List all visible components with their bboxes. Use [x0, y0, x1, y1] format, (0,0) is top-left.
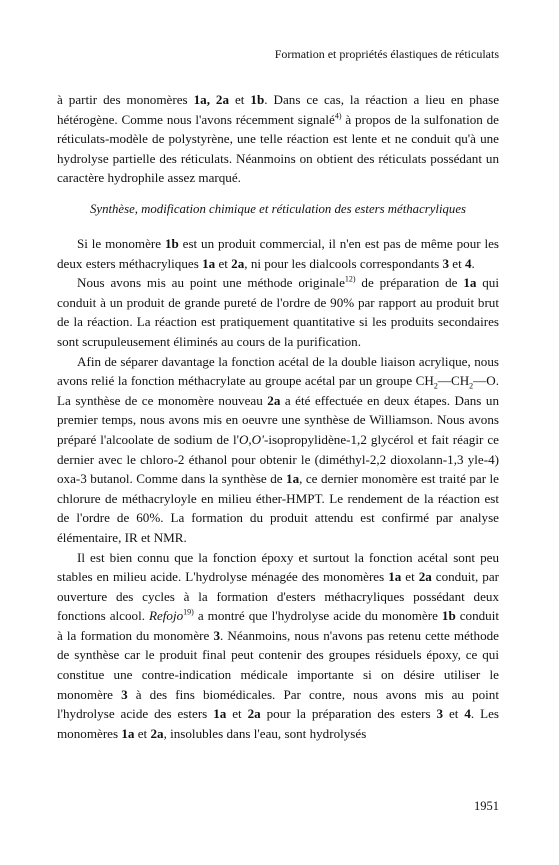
page-number: 1951	[474, 799, 499, 813]
compound-number: 1a	[463, 275, 477, 291]
text-run: .	[471, 255, 475, 271]
text-run: est un produit commercial, il n'en est pas de même pour les deux esters méthacryliques	[57, 236, 499, 271]
italic-text: O,O'	[238, 431, 264, 447]
paragraph	[57, 234, 499, 273]
text-run: et	[215, 255, 232, 271]
compound-number: 1b	[441, 608, 456, 624]
text-run: , ni pour les dialcools correspondants	[244, 255, 443, 271]
compound-number: 4	[465, 255, 472, 271]
compound-number: 1a	[121, 725, 135, 741]
text-run: et	[401, 569, 419, 585]
reference-superscript: 4)	[334, 111, 342, 121]
compound-number: 2a	[231, 255, 245, 271]
compound-number: 1a, 2a	[193, 92, 230, 107]
text-run: -isopropylidène-1,2 glycérol et fait réagir ce dernier avec le chloro-2 éthanol pour obtenir le (diméthyl-2,2 dioxolann-1,3 yle-4) oxa-3 butanol. Comme dans la synthèse de	[57, 431, 499, 487]
text-run: à partir des monomères	[57, 92, 194, 107]
text-run: a été effectuée en deux étapes. Dans un premier temps, nous avons mis en oeuvre une synthèse de Williamson. Nous avons préparé l'alcoolate de sodium de l'	[57, 392, 499, 447]
text-run: Il est bien connu que la fonction époxy et surtout la fonction acétal sont peu stables en milieu acide. L'hydrolyse ménagée des monomères	[57, 549, 499, 585]
text-run: , ce dernier monomère est traité par le chlorure de méthacryloyle en milieu éther-HMPT. Le rendement de la réaction est de l'ordre de 60%. La formation du produit attendu est confirmé par analyse élémentaire, IR et NMR.	[57, 471, 499, 545]
italic-text: Refojo	[148, 608, 184, 624]
text-run: conduit, par ouverture des cycles à la formation d'esters méthacryliques possédant deux fonctions alcool.	[57, 569, 499, 624]
text-run: et	[134, 725, 151, 741]
text-run: , insolubles dans l'eau, sont hydrolysés	[163, 725, 367, 741]
text-run: Afin de séparer davantage la fonction acétal de la double liaison acrylique, nous avons relié la fonction méthacrylate au groupe acétal par un groupe CH	[57, 353, 499, 389]
text-run: à propos de la sulfonation de réticulats-modèle de polystyrène, une telle réaction est lente et ne conduit qu'à une hydrolyse partielle des réticulats. Néanmoins on obtient des réticulats possédant un caractère hydrophile assez marqué.	[57, 111, 499, 186]
text-run: a montré que l'hydrolyse acide du monomère	[193, 608, 442, 624]
paragraph	[57, 352, 499, 548]
text-run: conduit à la formation du monomère	[57, 608, 499, 643]
text-run: et	[443, 706, 465, 722]
section-heading: Synthèse, modification chimique et réticulation des esters méthacryliques	[89, 202, 466, 216]
reference-superscript: 12)	[344, 274, 356, 284]
subscript: 2	[433, 381, 438, 391]
compound-number: 2a	[418, 569, 432, 585]
text-run: et	[449, 255, 465, 271]
text-run: Nous avons mis au point une méthode originale	[77, 275, 345, 291]
reference-superscript: 19)	[183, 607, 194, 617]
compound-number: 1b	[250, 92, 265, 107]
text-run: de préparation de	[355, 275, 464, 291]
text-run: —CH	[437, 373, 470, 389]
running-head: Formation et propriétés élastiques de réticulats	[274, 47, 499, 61]
compound-number: 3	[213, 627, 220, 643]
text-run: —O. La synthèse de ce monomère nouveau	[57, 373, 499, 408]
compound-number: 2a	[247, 706, 261, 722]
subscript: 2	[469, 381, 474, 391]
compound-number: 2a	[150, 725, 164, 741]
text-run: . Dans ce cas, la réaction a lieu en phase hétérogène. Comme nous l'avons récemment signalé	[57, 92, 500, 127]
compound-number: 1a	[286, 471, 300, 487]
main-text-block	[57, 234, 499, 743]
compound-number: 1b	[164, 236, 179, 251]
text-run: . Les monomères	[57, 706, 500, 741]
text-run: pour la préparation des esters	[260, 706, 437, 722]
text-run: et	[226, 706, 248, 722]
text-run: Si le monomère	[77, 236, 165, 251]
text-run: à des fins biomédicales. Par contre, nous avons mis au point l'hydrolyse acide des esters	[57, 686, 499, 722]
compound-number: 1a	[202, 255, 216, 271]
compound-number: 3	[442, 255, 449, 271]
paragraph	[57, 273, 499, 351]
text-run: . Néanmoins, nous n'avons pas retenu cette méthode de synthèse car le produit final peut contenir des groupes résiduels époxy, ce qui constitue une contre-indication médicale importante si on désire utiliser le monomère	[57, 627, 499, 702]
paragraph	[57, 90, 499, 188]
compound-number: 2a	[267, 392, 281, 408]
compound-number: 3	[121, 686, 128, 702]
compound-number: 3	[436, 706, 444, 722]
text-run: qui conduit à un produit de grande pureté de l'ordre de 90% par rapport au produit brut de la réaction. La réaction est pratiquement quantitative si les produits secondaires sont scrupuleusement éliminés au cours de la purification.	[57, 275, 499, 349]
compound-number: 1a	[388, 569, 402, 585]
intro-block	[57, 90, 499, 188]
paragraph	[57, 548, 499, 744]
compound-number: 1a	[213, 706, 227, 722]
compound-number: 4	[464, 706, 471, 722]
text-run: et	[229, 92, 251, 107]
